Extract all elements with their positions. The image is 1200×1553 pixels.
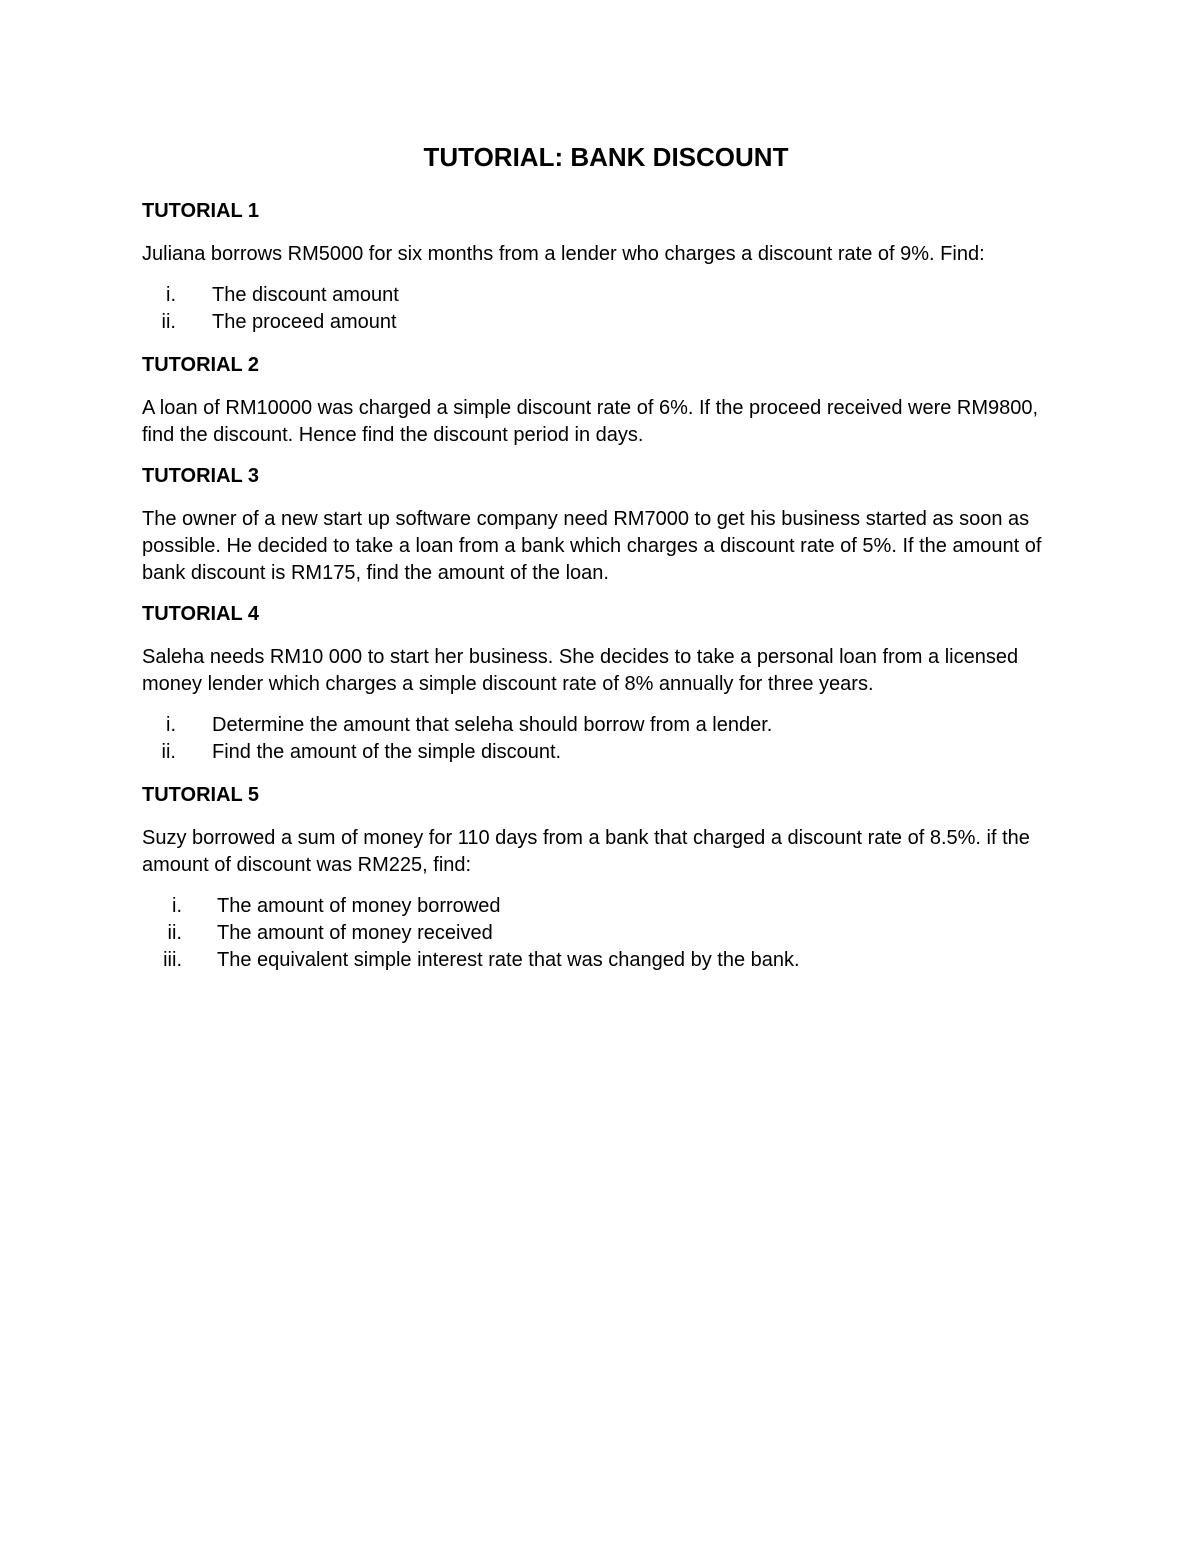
- item-number: ii.: [167, 922, 182, 944]
- list-item: [142, 947, 1062, 974]
- item-number: iii.: [163, 949, 182, 971]
- item-text: The amount of money received: [217, 922, 493, 944]
- item-number: ii.: [161, 311, 176, 333]
- item-text: The proceed amount: [212, 311, 397, 333]
- tutorial-4: [142, 601, 1062, 766]
- item-number: i.: [166, 284, 176, 306]
- list-item: [142, 712, 1062, 739]
- list-item: [142, 282, 1062, 309]
- tutorial-question: Juliana borrows RM5000 for six months from a lender who charges a discount rate of 9%. Find:: [142, 243, 985, 265]
- list-item: [142, 309, 1062, 336]
- tutorial-question: A loan of RM10000 was charged a simple discount rate of 6%. If the proceed received were RM9800, find the discount. Hence find the discount period in days.: [142, 397, 1039, 446]
- tutorial-2: [142, 352, 1062, 449]
- tutorial-question: Saleha needs RM10 000 to start her business. She decides to take a personal loan from a licensed money lender which charges a simple discount rate of 8% annually for three years.: [142, 646, 1019, 695]
- item-number: ii.: [161, 741, 176, 763]
- item-text: The equivalent simple interest rate that was changed by the bank.: [217, 949, 800, 971]
- tutorial-1: [142, 198, 1062, 336]
- tutorial-heading: TUTORIAL 4: [142, 603, 260, 625]
- list-item: [142, 893, 1062, 920]
- tutorial-heading: TUTORIAL 2: [142, 354, 260, 376]
- item-text: Find the amount of the simple discount.: [212, 741, 562, 763]
- question-parts: [142, 712, 1062, 766]
- question-parts: [142, 893, 1062, 974]
- item-number: i.: [166, 714, 176, 736]
- list-item: [142, 920, 1062, 947]
- document-title: TUTORIAL: BANK DISCOUNT: [423, 142, 789, 172]
- item-number: i.: [172, 895, 182, 917]
- item-text: Determine the amount that seleha should borrow from a lender.: [212, 714, 773, 736]
- tutorial-question: Suzy borrowed a sum of money for 110 days from a bank that charged a discount rate of 8.5%. if the amount of discount was RM225, find:: [142, 827, 1030, 876]
- tutorial-heading: TUTORIAL 5: [142, 784, 260, 806]
- document-page: [142, 140, 1062, 990]
- item-text: The discount amount: [212, 284, 399, 306]
- tutorial-5: [142, 782, 1062, 974]
- list-item: [142, 739, 1062, 766]
- tutorial-question: The owner of a new start up software company need RM7000 to get his business started as soon as possible. He decided to take a loan from a bank which charges a discount rate of 5%. If the amount of bank discount is RM175, find the amount of the loan.: [142, 508, 1042, 584]
- tutorial-heading: TUTORIAL 1: [142, 200, 260, 222]
- tutorial-heading: TUTORIAL 3: [142, 465, 260, 487]
- question-parts: [142, 282, 1062, 336]
- tutorial-3: [142, 463, 1062, 587]
- item-text: The amount of money borrowed: [217, 895, 501, 917]
